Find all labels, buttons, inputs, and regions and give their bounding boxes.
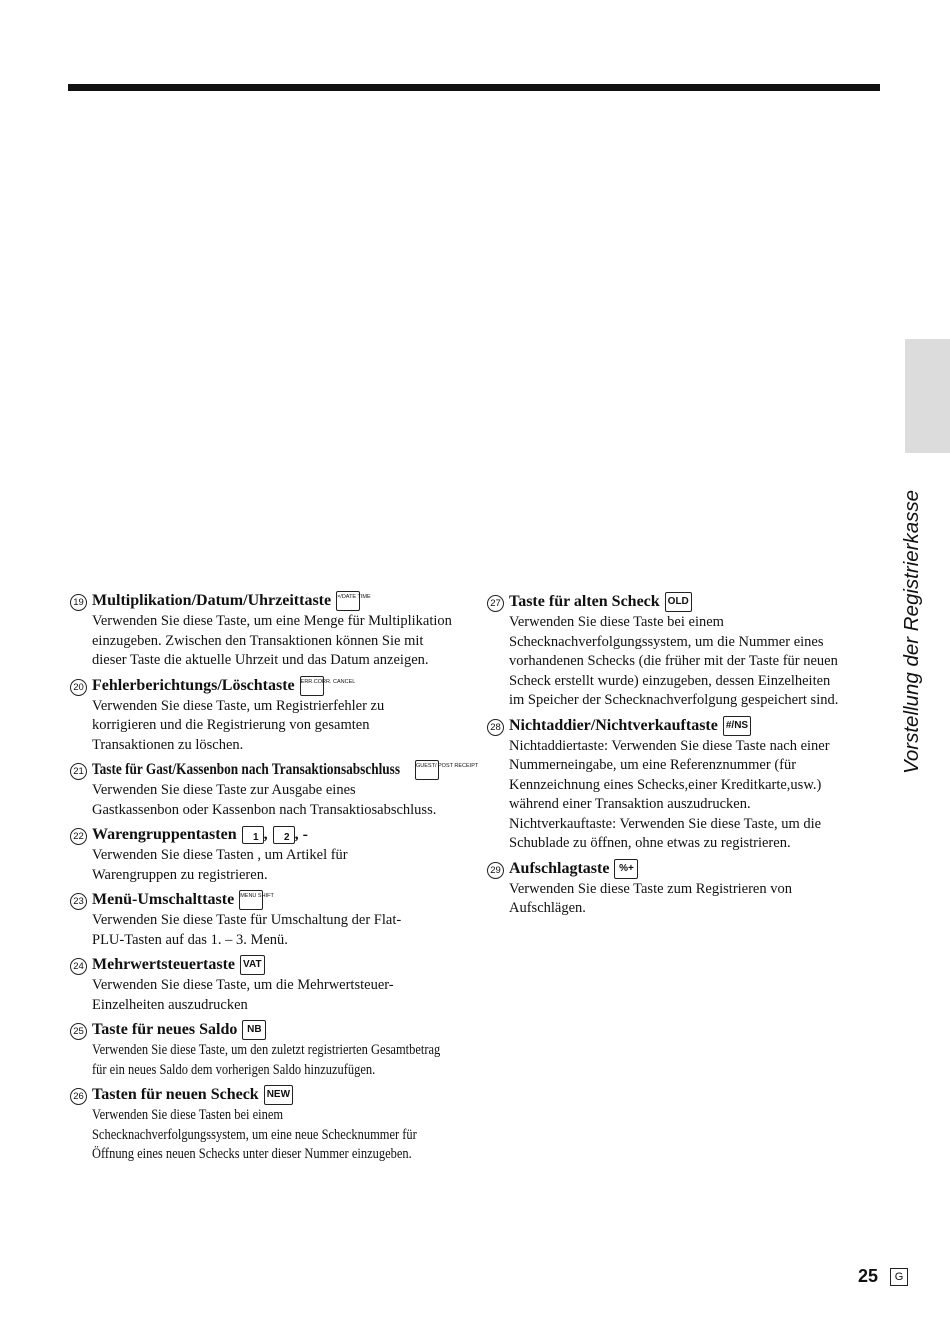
item-line: Aufschlägen. [509,900,586,916]
item-line: Transaktionen zu löschen. [92,736,244,753]
item-line: Verwenden Sie diese Taste zum Registrieren von [509,880,792,897]
item-number: 19 [70,594,87,611]
item-title: Warengruppentasten [92,826,237,843]
nb-key-icon: NB [242,1020,266,1040]
item-24 [70,954,475,1015]
multiply-date-time-key-icon: ×/DATE TIME [336,591,360,611]
item-title: Taste für neues Saldo [92,1021,238,1038]
item-line: Verwenden Sie diese Taste, um die Mehrwertsteuer- [92,977,394,993]
item-title: Taste für alten Scheck [509,593,660,610]
item-line: Verwenden Sie diese Tasten bei einem [92,1107,284,1123]
item-line: Verwenden Sie diese Taste zur Ausgabe eines [92,782,356,798]
item-line: Scheck erstellt wurde) einzugeben, dessen Einzelheiten [509,672,831,689]
item-line: Nichtaddiertaste: Verwenden Sie diese Taste nach einer [509,737,830,754]
item-line: einzugeben. Zwischen den Transaktionen können Sie mit [92,632,424,649]
item-title: Multiplikation/Datum/Uhrzeittaste [92,592,332,609]
item-line: Warengruppen zu registrieren. [92,866,268,883]
item-line: Verwenden Sie diese Taste für Umschaltung der Flat- [92,912,402,928]
item-line: Verwenden Sie diese Tasten , um Artikel für [92,847,348,863]
item-title: Fehlerberichtungs/Löschtaste [92,676,295,694]
guest-post-receipt-key-icon: GUEST/ POST RECEIPT [415,760,439,780]
item-line: Schublade zu öffnen, ohne etwas zu registrieren. [509,835,791,851]
item-22: 22 Warengruppentasten 1 , 2 , - Verwenden Sie diese Tasten , um Artikel für Warengruppen zu registrieren. [70,824,475,885]
item-line: Verwenden Sie diese Taste, um eine Menge für Multiplikation [92,613,452,629]
item-line: Einzelheiten auszudrucken [92,996,248,1013]
item-line: dieser Taste die aktuelle Uhrzeit und das Datum anzeigen. [92,652,429,668]
item-21 [70,759,479,820]
item-line: korrigieren und die Registrierung von gesamten [92,717,370,733]
item-title: Tasten für neuen Scheck [92,1086,259,1103]
left-column [70,590,479,1165]
item-title: Nichtaddier/Nichtverkauftaste [509,716,718,734]
item-19 [70,590,475,671]
item-number: 28 [487,719,504,736]
item-line: PLU-Tasten auf das 1. – 3. Menü. [92,931,288,948]
item-line: Nummerneingabe, um eine Referenznummer (für [509,757,797,773]
old-check-key-icon: OLD [665,592,692,612]
item-number: 27 [487,595,504,612]
item-29 [487,858,887,919]
item-line: Schecknachverfolgungssystem, um die Nummer eines [509,633,824,650]
page-number: 25 [858,1266,879,1286]
item-title: Mehrwertsteuertaste [92,956,236,973]
item-number: 20 [70,679,87,696]
department-key-2-icon: 2 [273,826,295,844]
new-check-key-icon: NEW [264,1085,293,1105]
premium-key-icon: %+ [614,859,638,879]
item-line: Öffnung eines neuen Schecks unter dieser Nummer einzugeben. [92,1146,412,1162]
item-28 [487,715,887,854]
item-line: während einer Transaktion auszudrucken. [509,796,751,812]
item-line: Verwenden Sie diese Taste bei einem [509,614,724,630]
department-key-1-icon: 1 [242,826,264,844]
page-footer [858,1266,908,1287]
item-26 [70,1084,475,1165]
menu-shift-key-icon: MENU SHIFT [239,890,263,910]
item-line: für ein neues Saldo dem vorherigen Saldo hinzuzufügen. [92,1061,376,1078]
right-column [487,591,887,919]
item-number: 22 [70,828,87,845]
item-27 [487,591,887,711]
language-code: G [890,1268,908,1286]
item-line: im Speicher der Schecknachverfolgung gespeichert sind. [509,692,839,708]
item-line: Schecknachverfolgungssystem, um eine neue Schecknummer für [92,1126,417,1143]
item-number: 21 [70,763,87,780]
item-suffix: , - [294,826,308,843]
item-title: Aufschlagtaste [509,859,610,877]
item-line: Verwenden Sie diese Taste, um den zuletzt registrierten Gesamtbetrag [92,1042,441,1058]
item-line: Verwenden Sie diese Taste, um Registrierfehler zu [92,697,385,714]
top-rule [68,84,880,91]
item-20 [70,675,475,756]
no-sale-key-icon: #/NS [723,716,751,736]
section-tab [905,339,950,453]
vat-key-icon: VAT [240,955,265,975]
item-25 [70,1019,475,1080]
item-number: 26 [70,1088,87,1105]
item-23 [70,889,475,950]
item-number: 24 [70,958,87,975]
item-number: 29 [487,862,504,879]
item-line: Nichtverkauftaste: Verwenden Sie diese Taste, um die [509,815,822,832]
item-line: vorhandenen Schecks (die früher mit der Taste für neuen [509,653,838,669]
item-title: Menü-Umschalttaste [92,891,235,908]
item-line: Kennzeichnung eines Schecks,einer Kreditkarte,usw.) [509,776,822,793]
item-number: 23 [70,893,87,910]
item-number: 25 [70,1023,87,1040]
err-corr-cancel-key-icon: ERR.CORR. CANCEL [300,676,324,696]
item-line: Gastkassenbon oder Kassenbon nach Transaktiosabschluss. [92,801,437,818]
item-title: Taste für Gast/Kassenbon nach Transaktionsabschluss [92,761,400,778]
